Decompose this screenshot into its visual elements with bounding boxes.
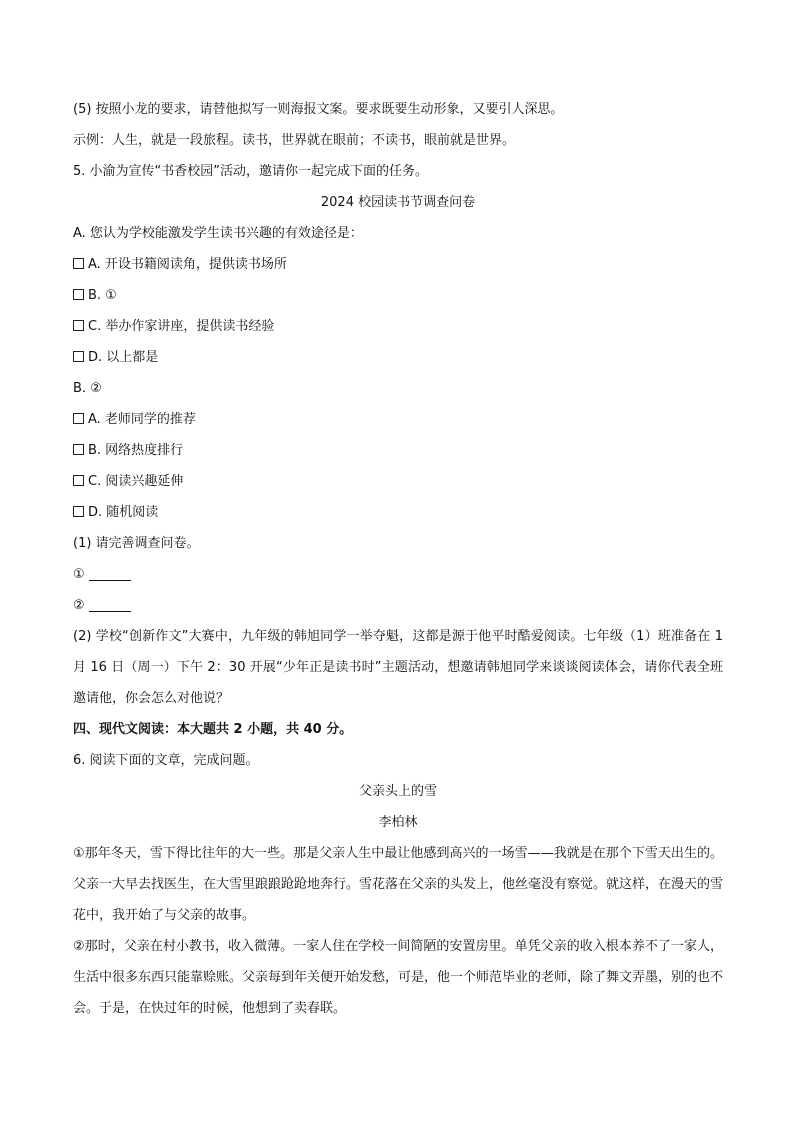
- article-author: 李柏林: [378, 815, 418, 830]
- question-5-intro: 5. 小渝为宣传“书香校园”活动，邀请你一起完成下面的任务。: [73, 164, 429, 179]
- checkbox-icon: [73, 320, 84, 331]
- checkbox-icon: [73, 506, 84, 517]
- survey-option: A. 开设书籍阅读角，提供读书场所: [73, 249, 723, 280]
- question-5-subtask-5: (5) 按照小龙的要求，请替他拟写一则海报文案。要求既要生动形象，又要引人深思。: [73, 102, 564, 117]
- answer-blank-2: ②: [73, 590, 723, 621]
- document-page: [73, 94, 723, 1024]
- survey-option: C. 举办作家讲座，提供读书经验: [73, 311, 723, 342]
- checkbox-icon: [73, 413, 84, 424]
- fill-in-blank: [89, 566, 131, 581]
- survey-question-b: B. ②: [73, 381, 102, 396]
- task-2-prompt: (2) 学校“创新作文”大赛中，九年级的韩旭同学一举夺魁，这都是源于他平时酷爱阅读。七年级（1）班准备在 1 月 16 日（周一）下午 2：30 开展“少年正是读书时”主题活动，想邀请韩旭同学来谈谈阅读体会，请你代表全班邀请他，你会怎么对他说？: [73, 629, 723, 706]
- survey-title: 2024 校园读书节调查问卷: [320, 195, 476, 210]
- article-paragraph-1: ①那年冬天，雪下得比往年的大一些。那是父亲人生中最让他感到高兴的一场雪——我就是在那个下雪天出生的。父亲一大早去找医生，在大雪里踉踉跄跄地奔行。雪花落在父亲的头发上，他丝毫没有察觉。就这样，在漫天的雪花中，我开始了与父亲的故事。: [73, 846, 724, 923]
- survey-option: B. ①: [73, 280, 723, 311]
- question-6-intro: 6. 阅读下面的文章，完成问题。: [73, 753, 259, 768]
- survey-question-a: A. 您认为学校能激发学生读书兴趣的有效途径是：: [73, 226, 363, 241]
- checkbox-icon: [73, 475, 84, 486]
- article-title: 父亲头上的雪: [358, 784, 437, 799]
- survey-option: A. 老师同学的推荐: [73, 404, 723, 435]
- survey-option: C. 阅读兴趣延伸: [73, 466, 723, 497]
- survey-option: B. 网络热度排行: [73, 435, 723, 466]
- section-heading: 四、现代文阅读：本大题共 2 小题，共 40 分。: [73, 722, 353, 737]
- example-text: 示例：人生，就是一段旅程。读书，世界就在眼前；不读书，眼前就是世界。: [73, 133, 516, 148]
- task-1-prompt: (1) 请完善调查问卷。: [73, 536, 200, 551]
- checkbox-icon: [73, 444, 84, 455]
- checkbox-icon: [73, 289, 84, 300]
- checkbox-icon: [73, 351, 84, 362]
- answer-blank-1: ①: [73, 559, 723, 590]
- survey-option: D. 随机阅读: [73, 497, 723, 528]
- article-paragraph-2: ②那时，父亲在村小教书，收入微薄。一家人住在学校一间简陋的安置房里。单凭父亲的收入根本养不了一家人，生活中很多东西只能靠赊账。父亲每到年关便开始发愁，可是，他一个师范毕业的老师，除了舞文弄墨，别的也不会。于是，在快过年的时候，他想到了卖春联。: [73, 939, 724, 1016]
- fill-in-blank: [89, 597, 131, 612]
- checkbox-icon: [73, 258, 84, 269]
- survey-option: D. 以上都是: [73, 342, 723, 373]
